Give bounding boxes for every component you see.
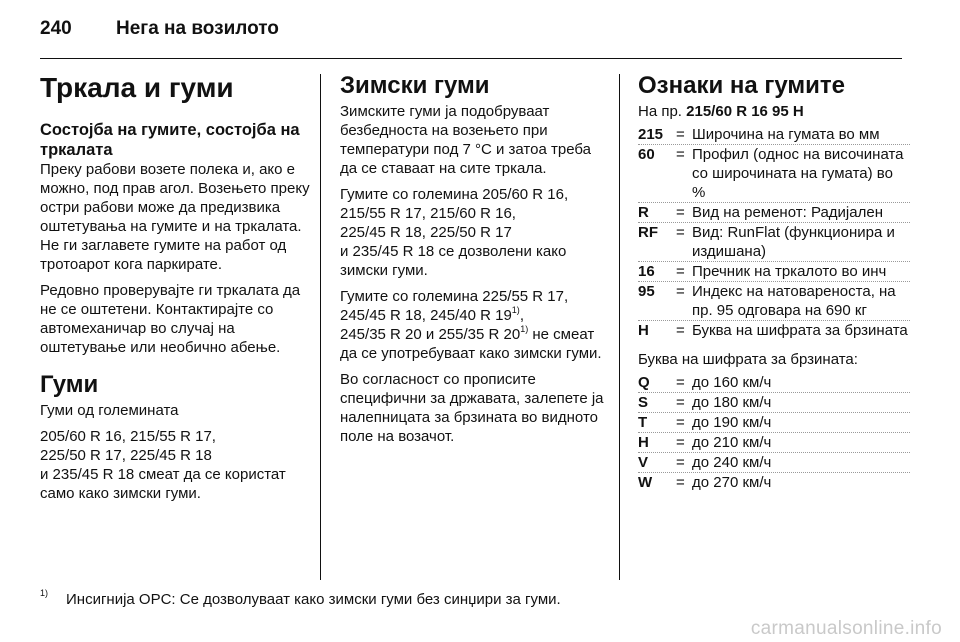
definition-row: [638, 373, 910, 393]
definition-description: Профил (однос на височината со широчината на гумата) во %: [692, 146, 904, 201]
tyre-size-line: 245/35 R 20 и 255/35 R 20: [340, 326, 521, 343]
column-winter-tyres: [340, 72, 612, 453]
text-punctuation: ,: [519, 307, 524, 324]
definition-term: S: [638, 394, 649, 411]
definition-row: [638, 433, 910, 453]
definition-equals: =: [676, 374, 685, 391]
definition-description: Широчина на гумата во мм: [692, 126, 880, 143]
definition-equals: =: [676, 394, 685, 411]
section-title-tyre-designations: Ознаки на гумите: [638, 72, 846, 99]
paragraph-tyre-sizes: [40, 427, 312, 503]
speed-code-list: [638, 373, 910, 492]
definition-equals: =: [676, 146, 685, 163]
definition-term: T: [638, 414, 648, 431]
paragraph-tyre-sizes-intro: Гуми од големината: [40, 402, 179, 419]
watermark: carmanualsonline.info: [750, 618, 942, 639]
definition-equals: =: [676, 434, 685, 451]
section-title-wheels-tyres: Тркала и гуми: [40, 72, 234, 103]
paragraph-kerbs: Преку рабови возете полека и, ако е можно, под прав агол. Возењето преку остри рабови може да предизвика оштетувања на гумите и на тркалата. Не ги заглавете гумите на работ од тротоарот кога паркирате.: [40, 161, 310, 273]
definition-description: до 180 км/ч: [692, 394, 772, 411]
definition-term: 16: [638, 263, 655, 280]
definition-term: 60: [638, 146, 655, 163]
definition-equals: =: [676, 322, 685, 339]
column-divider-1: [320, 74, 321, 580]
tyre-size-line: 225/45 R 18, 225/50 R 17: [340, 224, 512, 241]
definition-row: [638, 453, 910, 473]
footnote-mark: 1): [40, 588, 49, 598]
section-title-winter-tyres: Зимски гуми: [340, 72, 490, 99]
definition-row: [638, 282, 910, 321]
definition-description: Вид: RunFlat (функционира и издишана): [692, 224, 895, 260]
paragraph-winter-not-allowed: [340, 287, 612, 363]
definition-term: H: [638, 434, 649, 451]
definition-term: 95: [638, 283, 655, 300]
tyre-size-line: Гумите со големина 205/60 R 16,: [340, 186, 569, 203]
definition-description: Пречник на тркалото во инч: [692, 263, 887, 280]
definition-description: до 210 км/ч: [692, 434, 772, 451]
definition-description: до 160 км/ч: [692, 374, 772, 391]
footnote-ref: 1): [511, 305, 520, 315]
definition-equals: =: [676, 414, 685, 431]
definition-term: RF: [638, 224, 658, 241]
page-number: 240: [40, 18, 72, 39]
definition-equals: =: [676, 474, 685, 491]
definition-equals: =: [676, 126, 685, 143]
example-line: [638, 102, 910, 121]
definition-description: Индекс на натовареноста, на пр. 95 одговара на 690 кг: [692, 283, 896, 319]
definition-row: [638, 145, 910, 203]
footnote-ref: 1): [520, 324, 529, 334]
definition-term: 215: [638, 126, 664, 143]
paragraph-winter-allowed: [340, 185, 612, 280]
definition-equals: =: [676, 283, 685, 300]
subsection-title-condition: Состојба на гумите, состојба на тркалата: [40, 121, 300, 159]
definition-description: до 270 км/ч: [692, 474, 772, 491]
definition-equals: =: [676, 263, 685, 280]
definition-row: [638, 262, 910, 282]
definition-equals: =: [676, 224, 685, 241]
tyre-size-line: 215/55 R 17, 215/60 R 16,: [340, 205, 516, 222]
footnote-text: Инсигнија OPC: Се дозволуваат како зимски гуми без синџири за гуми.: [66, 591, 561, 608]
definition-equals: =: [676, 454, 685, 471]
tyre-size-line: 205/60 R 16, 215/55 R 17,: [40, 428, 216, 445]
definition-row: [638, 393, 910, 413]
definition-term: W: [638, 474, 653, 491]
definition-row: [638, 203, 910, 223]
definition-description: до 240 км/ч: [692, 454, 772, 471]
tyre-size-line-end: не смеат да се употребуваат како зимски гуми.: [340, 326, 602, 362]
definition-row: [638, 473, 910, 492]
tyre-size-line: Гумите со големина 225/55 R 17,: [340, 288, 569, 305]
column-wheels-tyres: [40, 72, 312, 510]
definition-description: Вид на ременот: Радијален: [692, 204, 883, 221]
definition-equals: =: [676, 204, 685, 221]
column-tyre-designations: [638, 72, 910, 502]
definition-row: [638, 321, 910, 340]
paragraph-winter-intro: Зимските гуми ја подобруваат безбедноста на возењето при температури под 7 °C и затоа треба да се ставаат на сите тркала.: [340, 103, 591, 177]
example-prefix: На пр.: [638, 103, 687, 120]
definition-row: [638, 413, 910, 433]
tyre-size-line: и 235/45 R 18 смеат да се користат само како зимски гуми.: [40, 466, 286, 502]
section-title-tyres: Гуми: [40, 371, 99, 398]
tyre-size-line: 245/45 R 18, 245/40 R 19: [340, 307, 512, 324]
tyre-code-list: [638, 125, 910, 340]
definition-term: V: [638, 454, 649, 471]
speed-intro: Буква на шифрата за брзината:: [638, 351, 858, 368]
page-header-title: Нега на возилото: [116, 18, 279, 39]
definition-term: Q: [638, 374, 650, 391]
definition-term: H: [638, 322, 649, 339]
definition-description: до 190 км/ч: [692, 414, 772, 431]
example-code: 215/60 R 16 95 H: [686, 103, 804, 120]
definition-term: R: [638, 204, 649, 221]
definition-description: Буква на шифрата за брзината: [692, 322, 908, 339]
column-divider-2: [619, 74, 620, 580]
paragraph-inspection: Редовно проверувајте ги тркалата да не се оштетени. Контактирајте со автомеханичар во случај на оштетување или необично абење.: [40, 282, 301, 356]
paragraph-speed-sticker: Во согласност со прописите специфични за државата, залепете ја налепницата за брзината во видното поле на возачот.: [340, 371, 604, 445]
definition-row: [638, 125, 910, 145]
tyre-size-line: 225/50 R 17, 225/45 R 18: [40, 447, 212, 464]
definition-row: [638, 223, 910, 262]
header-divider: [40, 58, 902, 59]
tyre-size-line: и 235/45 R 18 се дозволени како зимски гуми.: [340, 243, 567, 279]
